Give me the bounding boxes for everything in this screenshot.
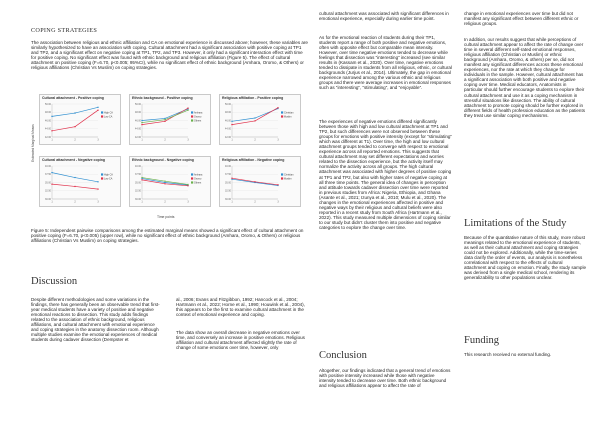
data-point: [141, 120, 142, 121]
limitations-heading: Limitations of the Study: [464, 218, 567, 229]
legend-swatch: [101, 173, 103, 175]
legend-swatch: [281, 177, 283, 179]
discussion-trend-paragraph: The data show an overall decrease in negative emotions over time, and conversely an increase in positive emotions. Religious affiliation and cultural attachment affected slightly the rate of change of some emotions over time, however, only: [176, 330, 305, 351]
results-suggestion-paragraph: In addition, our results suggest that while perceptions of cultural attachment appear to affect the rate of change over time in several different self-rated emotional responses, religious affiliation (Christian or Muslim) or ethnic background (Amhara, Oromo, & others) per se, did not manifest any significant differences across these emotional experiences, nor the rate at which they change for individuals in the sample. However, cultural attachment has a significant association with both positive and negative coping over time. Medical educators, Anatomists in particular should further encourage students to explore their cultural attachment and use it as a coping mechanism in stressful situations like dissection. The ability of cultural attachment to promote coping should be further explored in different fields of health profession education as the patients they treat use similar coping mechanisms.: [464, 37, 585, 118]
x-tick-label: 1: [141, 200, 143, 204]
plot-ca-positive: [40, 95, 122, 146]
y-tick-label: 50.00: [45, 102, 51, 106]
discussion-continued-paragraph: al., 2006; Evans and Fitzgibbon, 1992; Hancock et al., 2004; Hartmann et al., 2022; Horne et al., 1990; Houwink et al., 2004), this appears to be the first to examine cultural attachment in the context of emotional experience and coping.: [176, 297, 305, 318]
legend-swatch: [191, 115, 193, 117]
panel-eb-negative: [129, 156, 211, 207]
x-tick-label: 1: [141, 138, 143, 142]
data-point: [187, 107, 188, 108]
emotional-change-paragraph: change in emotional experiences over time but did not manifest any significant effect between different ethnic or religious groups.: [464, 11, 579, 27]
legend-label: Others: [194, 119, 202, 123]
figure-5-caption: Figure 5: Independent pairwise comparisons among the estimated marginal means showed a significant effect of cultural attachment on positive coping (F=6.70, p<0.005) (upper row), while no significant effect of ethnic background (Amhara, Oromo, & Others) or religious affiliations (Christian Vs Muslim) on coping strategies.: [31, 228, 304, 244]
x-tick-label: 2: [74, 138, 76, 142]
y-tick-label: 30.00: [225, 197, 231, 201]
y-tick-label: 40.00: [45, 164, 51, 168]
coping-strategies-heading: COPING STRATEGIES: [31, 27, 98, 34]
legend-label: Oromo: [194, 115, 202, 119]
data-point: [97, 188, 98, 189]
x-tick-label: 1: [51, 200, 53, 204]
panel-eb-positive: [129, 94, 211, 145]
legend-swatch: [101, 111, 103, 113]
data-point: [164, 180, 165, 181]
data-point: [97, 107, 98, 108]
series-line: [142, 108, 188, 125]
plot-eb-negative: [130, 157, 212, 208]
legend-label: High CA: [104, 173, 113, 177]
x-tick-label: 3: [187, 200, 189, 204]
data-point: [164, 119, 165, 120]
data-point: [74, 177, 75, 178]
legend-swatch: [281, 111, 283, 113]
panel-title: Ethnic background - Positive coping: [132, 96, 193, 100]
y-tick-label: 42.00: [225, 135, 231, 139]
data-point: [97, 109, 98, 110]
legend-label: Low CA: [104, 115, 113, 119]
emotional-reaction-paragraph: As for the emotional reaction of students during their TP1, students report a range of both positive and negative emotions, often with opposite effect but comparable mean intensity. However, over time negative emotions tended to decrease while feelings that dissection was “interesting” increased (see similar results in (Kassam et al., 2020). Over time, negative emotions tended to dissipate in students from all religious, ethnic, or cultural backgrounds (Jurjus et al., 2014). Ultimately, the gap in emotional experience narrowed among the various ethnic and religious groups and there were average increases in emotional responses such as “interesting”, “stimulating”, and “enjoyable”.: [319, 35, 452, 91]
y-tick-label: 35.00: [135, 181, 141, 185]
y-tick-label: 37.50: [45, 173, 51, 177]
data-point: [254, 117, 255, 118]
panel-title: Religious affiliation - Positive coping: [222, 96, 284, 100]
funding-paragraph: This research received no external funding.: [464, 352, 552, 357]
panel-ca-negative: [39, 156, 121, 207]
cultural-attachment-paragraph: cultural attachment was associated with significant differences in emotional experience, especially during earlier time point.: [319, 11, 449, 22]
legend-label: High CA: [104, 111, 113, 115]
y-tick-label: 48.00: [135, 111, 141, 115]
legend-swatch: [281, 115, 283, 117]
x-tick-label: 2: [164, 138, 166, 142]
data-point: [51, 130, 52, 131]
x-tick-label: 3: [97, 200, 99, 204]
y-tick-label: 32.50: [45, 189, 51, 193]
data-point: [277, 184, 278, 185]
legend-swatch: [281, 173, 283, 175]
y-tick-label: 40.00: [135, 164, 141, 168]
negative-emotions-paragraph: The experiences of negative emotions differed significantly between those with high and low cultural attachment at TP1 and TP2, but such differences were not observed between these groups for emotions with positive intensity (except for “stimulating” which was different at T1). Over time, the high and low cultural attachment groups tended to converge with respect to emotional experience across all reported emotions. This suggests that cultural attachment may set different expectations and worries related to the dissection experience, but the activity itself may normalize the activity across all groups. The high cultural attachment was associated with higher degrees of positive coping at TP1 and TP2, but also with higher rates of negative coping at all three time points. The general idea of changes in perception and attitude towards cadaver dissection over time were reported in previous studies from Africa: Nigeria, Ethiopia, and Ghana (Asante et al., 2021; Izunya et al., 2010; Mulu et al., 2020). The changes in the emotional experiences affected in positive and negative ways by their religious and cultural beliefs were also reported in a recent study from South Africa (Hartmann et al., 2022). This study measured multiple dimensions of coping similar to our study but didn’t cluster them into positive and negative categories to explore the change over time.: [319, 119, 452, 230]
legend-label: Amhara: [194, 111, 203, 115]
panel-ra-positive: [219, 94, 301, 145]
y-axis-label: Estimated Marginal Means: [31, 124, 35, 162]
legend-swatch: [191, 177, 193, 179]
y-tick-label: 44.00: [135, 127, 141, 131]
legend-swatch: [191, 111, 193, 113]
y-tick-label: 46.00: [45, 119, 51, 123]
x-tick-label: 1: [231, 138, 233, 142]
x-tick-label: 2: [254, 138, 256, 142]
legend-swatch: [191, 173, 193, 175]
discussion-heading: Discussion: [31, 276, 78, 287]
y-tick-label: 46.00: [225, 119, 231, 123]
data-point: [141, 122, 142, 123]
panel-ra-negative: [219, 156, 301, 207]
y-tick-label: 35.00: [225, 181, 231, 185]
y-tick-label: 30.00: [135, 197, 141, 201]
legend-label: Muslim: [284, 177, 292, 181]
plot-ca-negative: [40, 157, 122, 208]
y-tick-label: 48.00: [45, 111, 51, 115]
y-tick-label: 44.00: [45, 127, 51, 131]
legend-label: Muslim: [284, 115, 292, 119]
conclusion-heading: Conclusion: [319, 350, 367, 361]
data-point: [164, 183, 165, 184]
legend-label: Christian: [284, 173, 294, 177]
legend-swatch: [101, 115, 103, 117]
y-tick-label: 50.00: [225, 102, 231, 106]
y-tick-label: 46.00: [135, 119, 141, 123]
data-point: [97, 181, 98, 182]
coping-strategies-paragraph: The association between religious and ethnic affiliation and CA on emotional experience is discussed above; however, these variables are similarly hypothesized to have an association with coping. Cultural attachment had a significant association with positive coping at TP1 and TP2, and a significant effect on negative coping at TP1, TP2, and TP3. However, it only had a significant interaction effect with time for positive coping. No significant effect was found with ethnic background and religious affiliation (Figure 5). The effect of cultural attachment on positive coping (F=6.70, p<0.005; 95%CI), while no significant effect of ethnic background (Amhara, Oromo, & Others) or religious affiliations (Christian Vs Muslim) on coping strategies.: [31, 40, 308, 71]
x-tick-label: 1: [231, 200, 233, 204]
plot-eb-positive: [130, 95, 212, 146]
data-point: [141, 124, 142, 125]
legend-label: Christian: [284, 111, 294, 115]
y-tick-label: 44.00: [225, 127, 231, 131]
panel-ca-positive: [39, 94, 121, 145]
figure-5: [31, 90, 309, 222]
y-tick-label: 50.00: [135, 102, 141, 106]
legend-swatch: [191, 119, 193, 121]
legend-label: Amhara: [194, 173, 203, 177]
series-line: [232, 108, 278, 125]
y-tick-label: 37.50: [135, 173, 141, 177]
x-tick-label: 3: [187, 138, 189, 142]
x-tick-label: 2: [74, 200, 76, 204]
x-tick-label: 3: [277, 200, 279, 204]
y-tick-label: 42.00: [45, 135, 51, 139]
y-tick-label: 42.00: [135, 135, 141, 139]
data-point: [51, 172, 52, 173]
y-tick-label: 35.00: [45, 181, 51, 185]
y-tick-label: 40.00: [225, 164, 231, 168]
legend-label: Others: [194, 181, 202, 185]
data-point: [164, 121, 165, 122]
data-point: [164, 182, 165, 183]
y-tick-label: 37.50: [225, 173, 231, 177]
panel-title: Cultural attachment - Negative coping: [42, 158, 106, 162]
data-point: [164, 118, 165, 119]
series-line: [232, 109, 278, 122]
legend-label: Oromo: [194, 177, 202, 181]
data-point: [51, 183, 52, 184]
data-point: [187, 184, 188, 185]
panel-title: Cultural attachment - Positive coping: [42, 96, 104, 100]
legend-label: Low CA: [104, 177, 113, 181]
data-point: [231, 121, 232, 122]
funding-heading: Funding: [464, 335, 500, 346]
panel-title: Ethnic background - Negative coping: [132, 158, 194, 162]
x-tick-label: 3: [277, 138, 279, 142]
data-point: [254, 120, 255, 121]
data-point: [187, 109, 188, 110]
data-point: [231, 178, 232, 179]
data-point: [141, 179, 142, 180]
data-point: [141, 177, 142, 178]
data-point: [231, 124, 232, 125]
limitations-paragraph: Because of the quantitative nature of this study, more robust meanings related to the emotional experience of students, as well as their cultural attachment and coping strategies could not be explored. Additionally, while the time-series data clarify the order of events, our analysis is nonetheless correlational with respect to the effects of cultural attachment and coping on emotion. Finally, the study sample was derived from a single medical school, rendering its generalizability to other populations unclear.: [464, 235, 586, 281]
data-point: [74, 126, 75, 127]
conclusion-paragraph: Altogether, our findings indicated that a general trend of emotions with positive intensity increased while those with negative intensity tended to decrease over time. Both ethnic background and religious affiliations appear to affect the rate of: [319, 368, 451, 389]
y-tick-label: 30.00: [45, 197, 51, 201]
data-point: [51, 116, 52, 117]
x-tick-label: 3: [97, 138, 99, 142]
legend-swatch: [191, 181, 193, 183]
data-point: [187, 185, 188, 186]
panel-title: Religious affiliation - Negative coping: [222, 158, 285, 162]
data-point: [74, 186, 75, 187]
data-point: [254, 181, 255, 182]
discussion-paragraph: Despite different methodologies and some variations in the findings, there has generally been an observable trend that first-year medical students have a variety of positive and negative emotional reactions to dissection. This study adds findings related to the association of ethnic background, religious affiliations, and cultural attachment with emotional experience and coping strategies in the anatomy dissection room. Although multiple studies examine the emotional experiences of medical students during cadaver dissection (Dempster et: [31, 297, 160, 343]
y-tick-label: 32.50: [225, 189, 231, 193]
x-tick-label: 1: [51, 138, 53, 142]
plot-ra-negative: [220, 157, 302, 208]
x-tick-label: 2: [254, 200, 256, 204]
data-point: [277, 107, 278, 108]
plot-ra-positive: [220, 95, 302, 146]
data-point: [74, 112, 75, 113]
x-tick-label: 2: [164, 200, 166, 204]
legend-swatch: [101, 177, 103, 179]
x-axis-label: Time points: [157, 215, 175, 219]
y-tick-label: 32.50: [135, 189, 141, 193]
y-tick-label: 48.00: [225, 111, 231, 115]
